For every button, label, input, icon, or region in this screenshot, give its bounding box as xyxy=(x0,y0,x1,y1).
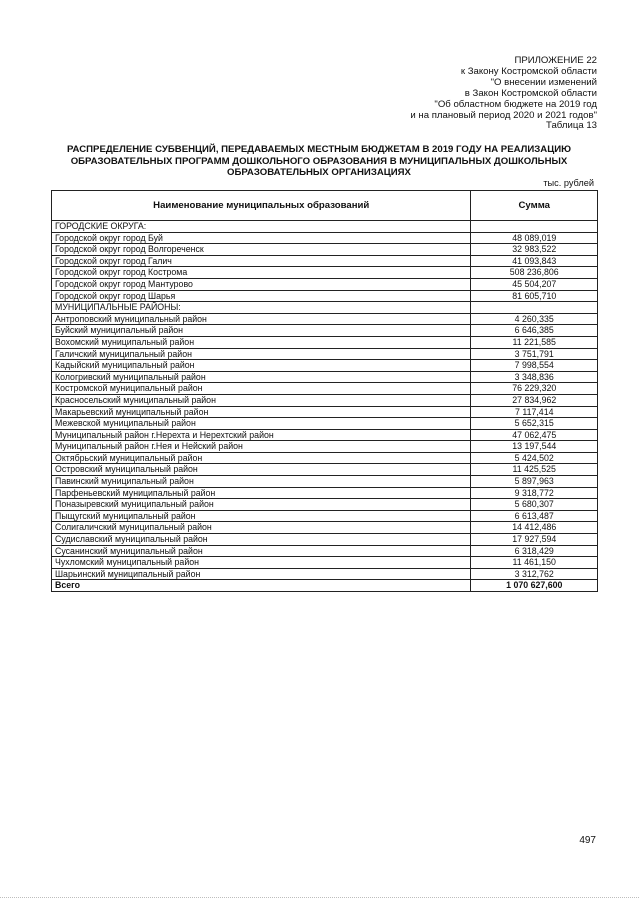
municipality-name: Городской округ город Кострома xyxy=(52,267,471,279)
subvention-sum: 1 070 627,600 xyxy=(471,580,598,592)
subvention-sum: 6 613,487 xyxy=(471,510,598,522)
municipality-name: Антроповский муниципальный район xyxy=(52,313,471,325)
table-row xyxy=(52,406,598,418)
column-header-name: Наименование муниципальных образований xyxy=(52,191,471,221)
title-line: ОБРАЗОВАТЕЛЬНЫХ ПРОГРАММ ДОШКОЛЬНОГО ОБРАЗОВАНИЯ В МУНИЦИПАЛЬНЫХ ДОШКОЛЬНЫХ xyxy=(70,155,568,167)
document-title xyxy=(40,144,598,179)
subvention-sum: 32 983,522 xyxy=(471,244,598,256)
subvention-sum: 76 229,320 xyxy=(471,383,598,395)
table-row xyxy=(52,255,598,267)
table-row xyxy=(52,383,598,395)
column-header-sum: Сумма xyxy=(471,191,598,221)
subvention-sum: 11 461,150 xyxy=(471,557,598,569)
municipality-name: Пыщугский муниципальный район xyxy=(52,510,471,522)
municipality-name: Солигаличский муниципальный район xyxy=(52,522,471,534)
table-row xyxy=(52,244,598,256)
municipality-name: Галичский муниципальный район xyxy=(52,348,471,360)
table-row xyxy=(52,429,598,441)
table-row xyxy=(52,476,598,488)
subvention-sum: 4 260,335 xyxy=(471,313,598,325)
subvention-sum: 3 312,762 xyxy=(471,568,598,580)
table-row xyxy=(52,348,598,360)
municipality-name: Островский муниципальный район xyxy=(52,464,471,476)
subvention-sum: 48 089,019 xyxy=(471,232,598,244)
table-row xyxy=(52,522,598,534)
table-row xyxy=(52,545,598,557)
table-row xyxy=(52,441,598,453)
municipality-name: Муниципальный район г.Нерехта и Нерехтский район xyxy=(52,429,471,441)
appendix-line: и на плановый период 2020 и 2021 годов" xyxy=(410,109,597,121)
table-row xyxy=(52,267,598,279)
table-row xyxy=(52,394,598,406)
municipality-name: Городской округ город Мантурово xyxy=(52,278,471,290)
table-row xyxy=(52,232,598,244)
municipality-name: Парфеньевский муниципальный район xyxy=(52,487,471,499)
municipality-name: ГОРОДСКИЕ ОКРУГА: xyxy=(52,221,471,233)
page-number: 497 xyxy=(579,835,596,846)
subvention-sum: 14 412,486 xyxy=(471,522,598,534)
table-row xyxy=(52,568,598,580)
title-line: ОБРАЗОВАТЕЛЬНЫХ ОРГАНИЗАЦИЯХ xyxy=(227,167,411,178)
table-row xyxy=(52,278,598,290)
subvention-sum xyxy=(471,302,598,314)
total-row xyxy=(52,580,598,592)
units-label: тыс. рублей xyxy=(543,178,594,188)
table-row xyxy=(52,313,598,325)
group-header-row xyxy=(52,221,598,233)
appendix-header xyxy=(237,56,597,132)
subvention-sum: 5 680,307 xyxy=(471,499,598,511)
municipality-name: Муниципальный район г.Нея и Нейский район xyxy=(52,441,471,453)
appendix-line: "Об областном бюджете на 2019 год xyxy=(434,98,597,110)
municipality-name: МУНИЦИПАЛЬНЫЕ РАЙОНЫ: xyxy=(52,302,471,314)
subvention-sum: 3 751,791 xyxy=(471,348,598,360)
municipality-name: Вохомский муниципальный район xyxy=(52,336,471,348)
table-row xyxy=(52,557,598,569)
subvention-sum: 6 318,429 xyxy=(471,545,598,557)
subvention-sum: 5 897,963 xyxy=(471,476,598,488)
municipality-name: Октябрьский муниципальный район xyxy=(52,452,471,464)
title-line: РАСПРЕДЕЛЕНИЕ СУБВЕНЦИЙ, ПЕРЕДАВАЕМЫХ МЕСТНЫМ БЮДЖЕТАМ В 2019 ГОДУ НА РЕАЛИЗАЦИЮ xyxy=(66,144,572,155)
municipality-name: Костромской муниципальный район xyxy=(52,383,471,395)
subvention-sum: 7 117,414 xyxy=(471,406,598,418)
subvention-sum: 6 646,385 xyxy=(471,325,598,337)
subvention-sum: 13 197,544 xyxy=(471,441,598,453)
table-row xyxy=(52,418,598,430)
subvention-sum: 5 424,502 xyxy=(471,452,598,464)
table-row xyxy=(52,360,598,372)
table-row xyxy=(52,371,598,383)
table-row xyxy=(52,464,598,476)
subvention-sum: 17 927,594 xyxy=(471,534,598,546)
subvention-sum: 5 652,315 xyxy=(471,418,598,430)
municipality-name: Сусанинский муниципальный район xyxy=(52,545,471,557)
municipality-name: Макарьевский муниципальный район xyxy=(52,406,471,418)
table-body xyxy=(52,221,598,592)
appendix-line: к Закону Костромской области xyxy=(460,65,597,77)
table-row xyxy=(52,325,598,337)
subvention-sum: 27 834,962 xyxy=(471,394,598,406)
subvention-sum: 81 605,710 xyxy=(471,290,598,302)
table-row xyxy=(52,510,598,522)
subvention-table xyxy=(51,190,598,592)
municipality-name: Поназыревский муниципальный район xyxy=(52,499,471,511)
table-row xyxy=(52,487,598,499)
municipality-name: Городской округ город Буй xyxy=(52,232,471,244)
table-row xyxy=(52,290,598,302)
municipality-name: Городской округ город Шарья xyxy=(52,290,471,302)
table-row xyxy=(52,452,598,464)
municipality-name: Межевской муниципальный район xyxy=(52,418,471,430)
bottom-dotted-line xyxy=(0,896,639,898)
subvention-sum: 508 236,806 xyxy=(471,267,598,279)
municipality-name: Всего xyxy=(52,580,471,592)
subvention-sum: 3 348,836 xyxy=(471,371,598,383)
municipality-name: Кологривский муниципальный район xyxy=(52,371,471,383)
appendix-line: ПРИЛОЖЕНИЕ 22 xyxy=(514,55,597,66)
subvention-sum: 9 318,772 xyxy=(471,487,598,499)
municipality-name: Шарьинский муниципальный район xyxy=(52,568,471,580)
subvention-sum: 11 425,525 xyxy=(471,464,598,476)
table-row xyxy=(52,499,598,511)
appendix-line: в Закон Костромской области xyxy=(464,87,597,99)
subvention-sum: 45 504,207 xyxy=(471,278,598,290)
municipality-name: Красносельский муниципальный район xyxy=(52,394,471,406)
municipality-name: Павинский муниципальный район xyxy=(52,476,471,488)
table-header-row xyxy=(52,191,598,221)
municipality-name: Судиславский муниципальный район xyxy=(52,534,471,546)
table-row xyxy=(52,534,598,546)
subvention-sum: 7 998,554 xyxy=(471,360,598,372)
appendix-line: Таблица 13 xyxy=(546,120,597,132)
municipality-name: Буйский муниципальный район xyxy=(52,325,471,337)
municipality-name: Городской округ город Волгореченск xyxy=(52,244,471,256)
subvention-sum: 11 221,585 xyxy=(471,336,598,348)
municipality-name: Чухломский муниципальный район xyxy=(52,557,471,569)
subvention-sum xyxy=(471,221,598,233)
municipality-name: Городской округ город Галич xyxy=(52,255,471,267)
appendix-line: "О внесении изменений xyxy=(490,76,597,88)
subvention-sum: 47 062,475 xyxy=(471,429,598,441)
table-row xyxy=(52,336,598,348)
group-header-row xyxy=(52,302,598,314)
subvention-sum: 41 093,843 xyxy=(471,255,598,267)
municipality-name: Кадыйский муниципальный район xyxy=(52,360,471,372)
